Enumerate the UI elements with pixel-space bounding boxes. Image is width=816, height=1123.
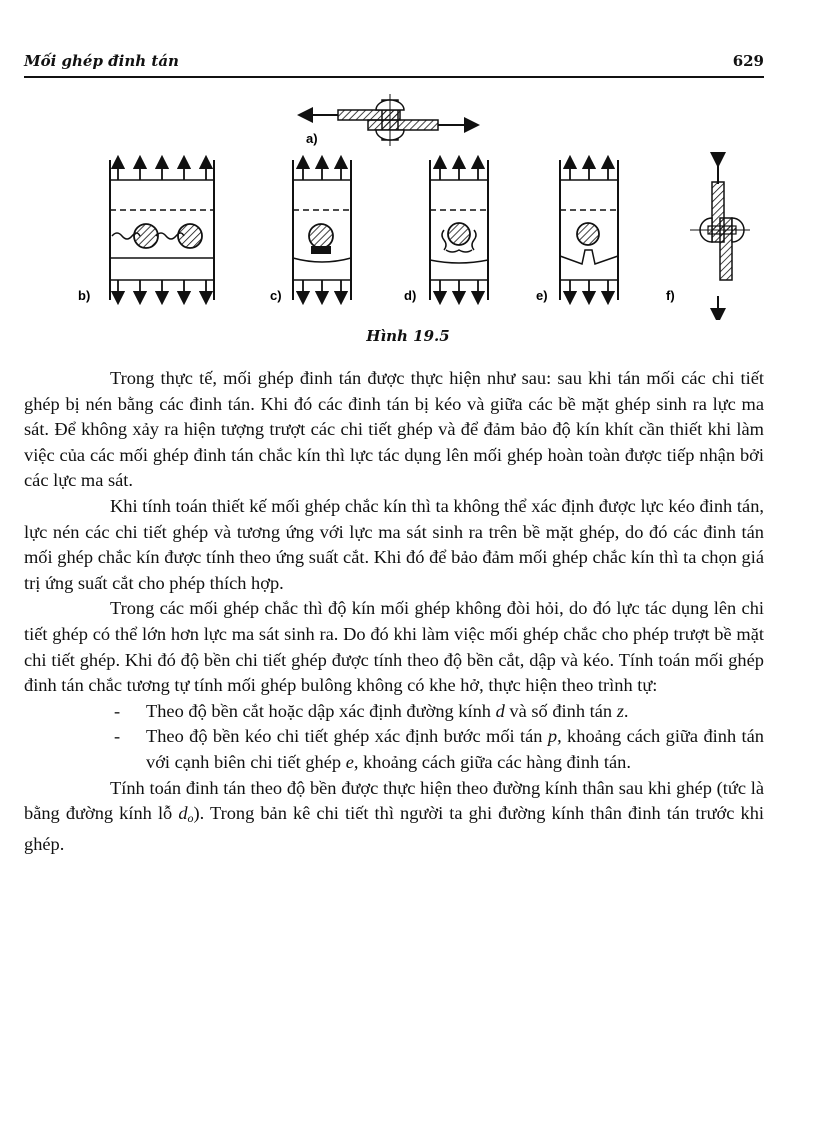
rivet-joint-figure: [60, 90, 760, 320]
panel-label-c: c): [270, 288, 282, 303]
panel-label-d: d): [404, 288, 417, 303]
dash-bullet: -: [114, 700, 121, 721]
dash-bullet: -: [114, 726, 121, 747]
paragraph-2: Khi tính toán thiết kế mối ghép chắc kín thì ta không thể xác định được lực kéo đinh tán, lực nén các chi tiết ghép và tương ứng với lực ma sát sinh ra trên bề mặt ghép, do đó các đinh tán mối ghép chắc kín được tính theo ứng suất cắt. Khi đó để bảo đảm mối ghép chắc kín thì ta chọn giá trị ứng suất cắt cho phép thích hợp.: [24, 495, 764, 593]
page-number: 629: [732, 52, 764, 70]
page-header: [24, 52, 764, 78]
panel-a-diagram: [305, 94, 472, 146]
panel-e-diagram: [560, 160, 618, 300]
panel-label-b: b): [78, 288, 91, 303]
panel-label-a: a): [306, 131, 318, 146]
body-text: [24, 366, 764, 857]
panel-d-diagram: [430, 160, 488, 300]
figure-caption: Hình 19.5: [366, 327, 450, 345]
list-item-1: - Theo độ bền cắt hoặc dập xác định đường kính d và số đinh tán z.: [24, 699, 764, 725]
panel-c-diagram: [293, 160, 351, 300]
panel-label-f: f): [666, 288, 675, 303]
paragraph-4: Tính toán đinh tán theo độ bền được thực hiện theo đường kính thân sau khi ghép (tức là bằng đường kính lỗ $d_o$). Trong bản kê chi tiết thì người ta ghi đường kính thân đinh tán trước khi ghép.: [24, 777, 765, 854]
header-rule: [24, 76, 764, 78]
panel-label-e: e): [536, 288, 548, 303]
running-title: Mối ghép đinh tán: [24, 52, 179, 70]
list-item-2: - Theo độ bền kéo chi tiết ghép xác định bước mối tán p, khoảng cách giữa đinh tán với cạnh biên chi tiết ghép e, khoảng cách giữa các hàng đinh tán.: [114, 726, 764, 772]
panel-b-diagram: [110, 160, 214, 300]
paragraph-3: Trong các mối ghép chắc thì độ kín mối ghép không đòi hỏi, do đó lực tác dụng lên chi tiết ghép có thể lớn hơn lực ma sát sinh ra. Do đó khi làm việc mối ghép chắc cho phép trượt bề mặt chi tiết ghép. Khi đó độ bền chi tiết ghép được tính theo độ bền cắt, dập và kéo. Tính toán mối ghép đinh tán chắc tương tự tính mối ghép bulông không có khe hở, thực hiện theo trình tự:: [24, 598, 764, 696]
panel-f-diagram: [690, 160, 750, 316]
paragraph-1: Trong thực tế, mối ghép đinh tán được thực hiện như sau: sau khi tán mối các chi tiết ghép bị nén bằng các đinh tán. Khi đó các đinh tán bị kéo và giữa các bề mặt ghép sinh ra lực ma sát. Để không xảy ra hiện tượng trượt các chi tiết ghép và để đảm bảo độ kín khít cần thiết khi làm việc của các mối ghép đinh tán chắc kín thì lực tác dụng lên mối ghép hoàn toàn được tiếp nhận bởi các lực ma sát.: [24, 368, 764, 491]
